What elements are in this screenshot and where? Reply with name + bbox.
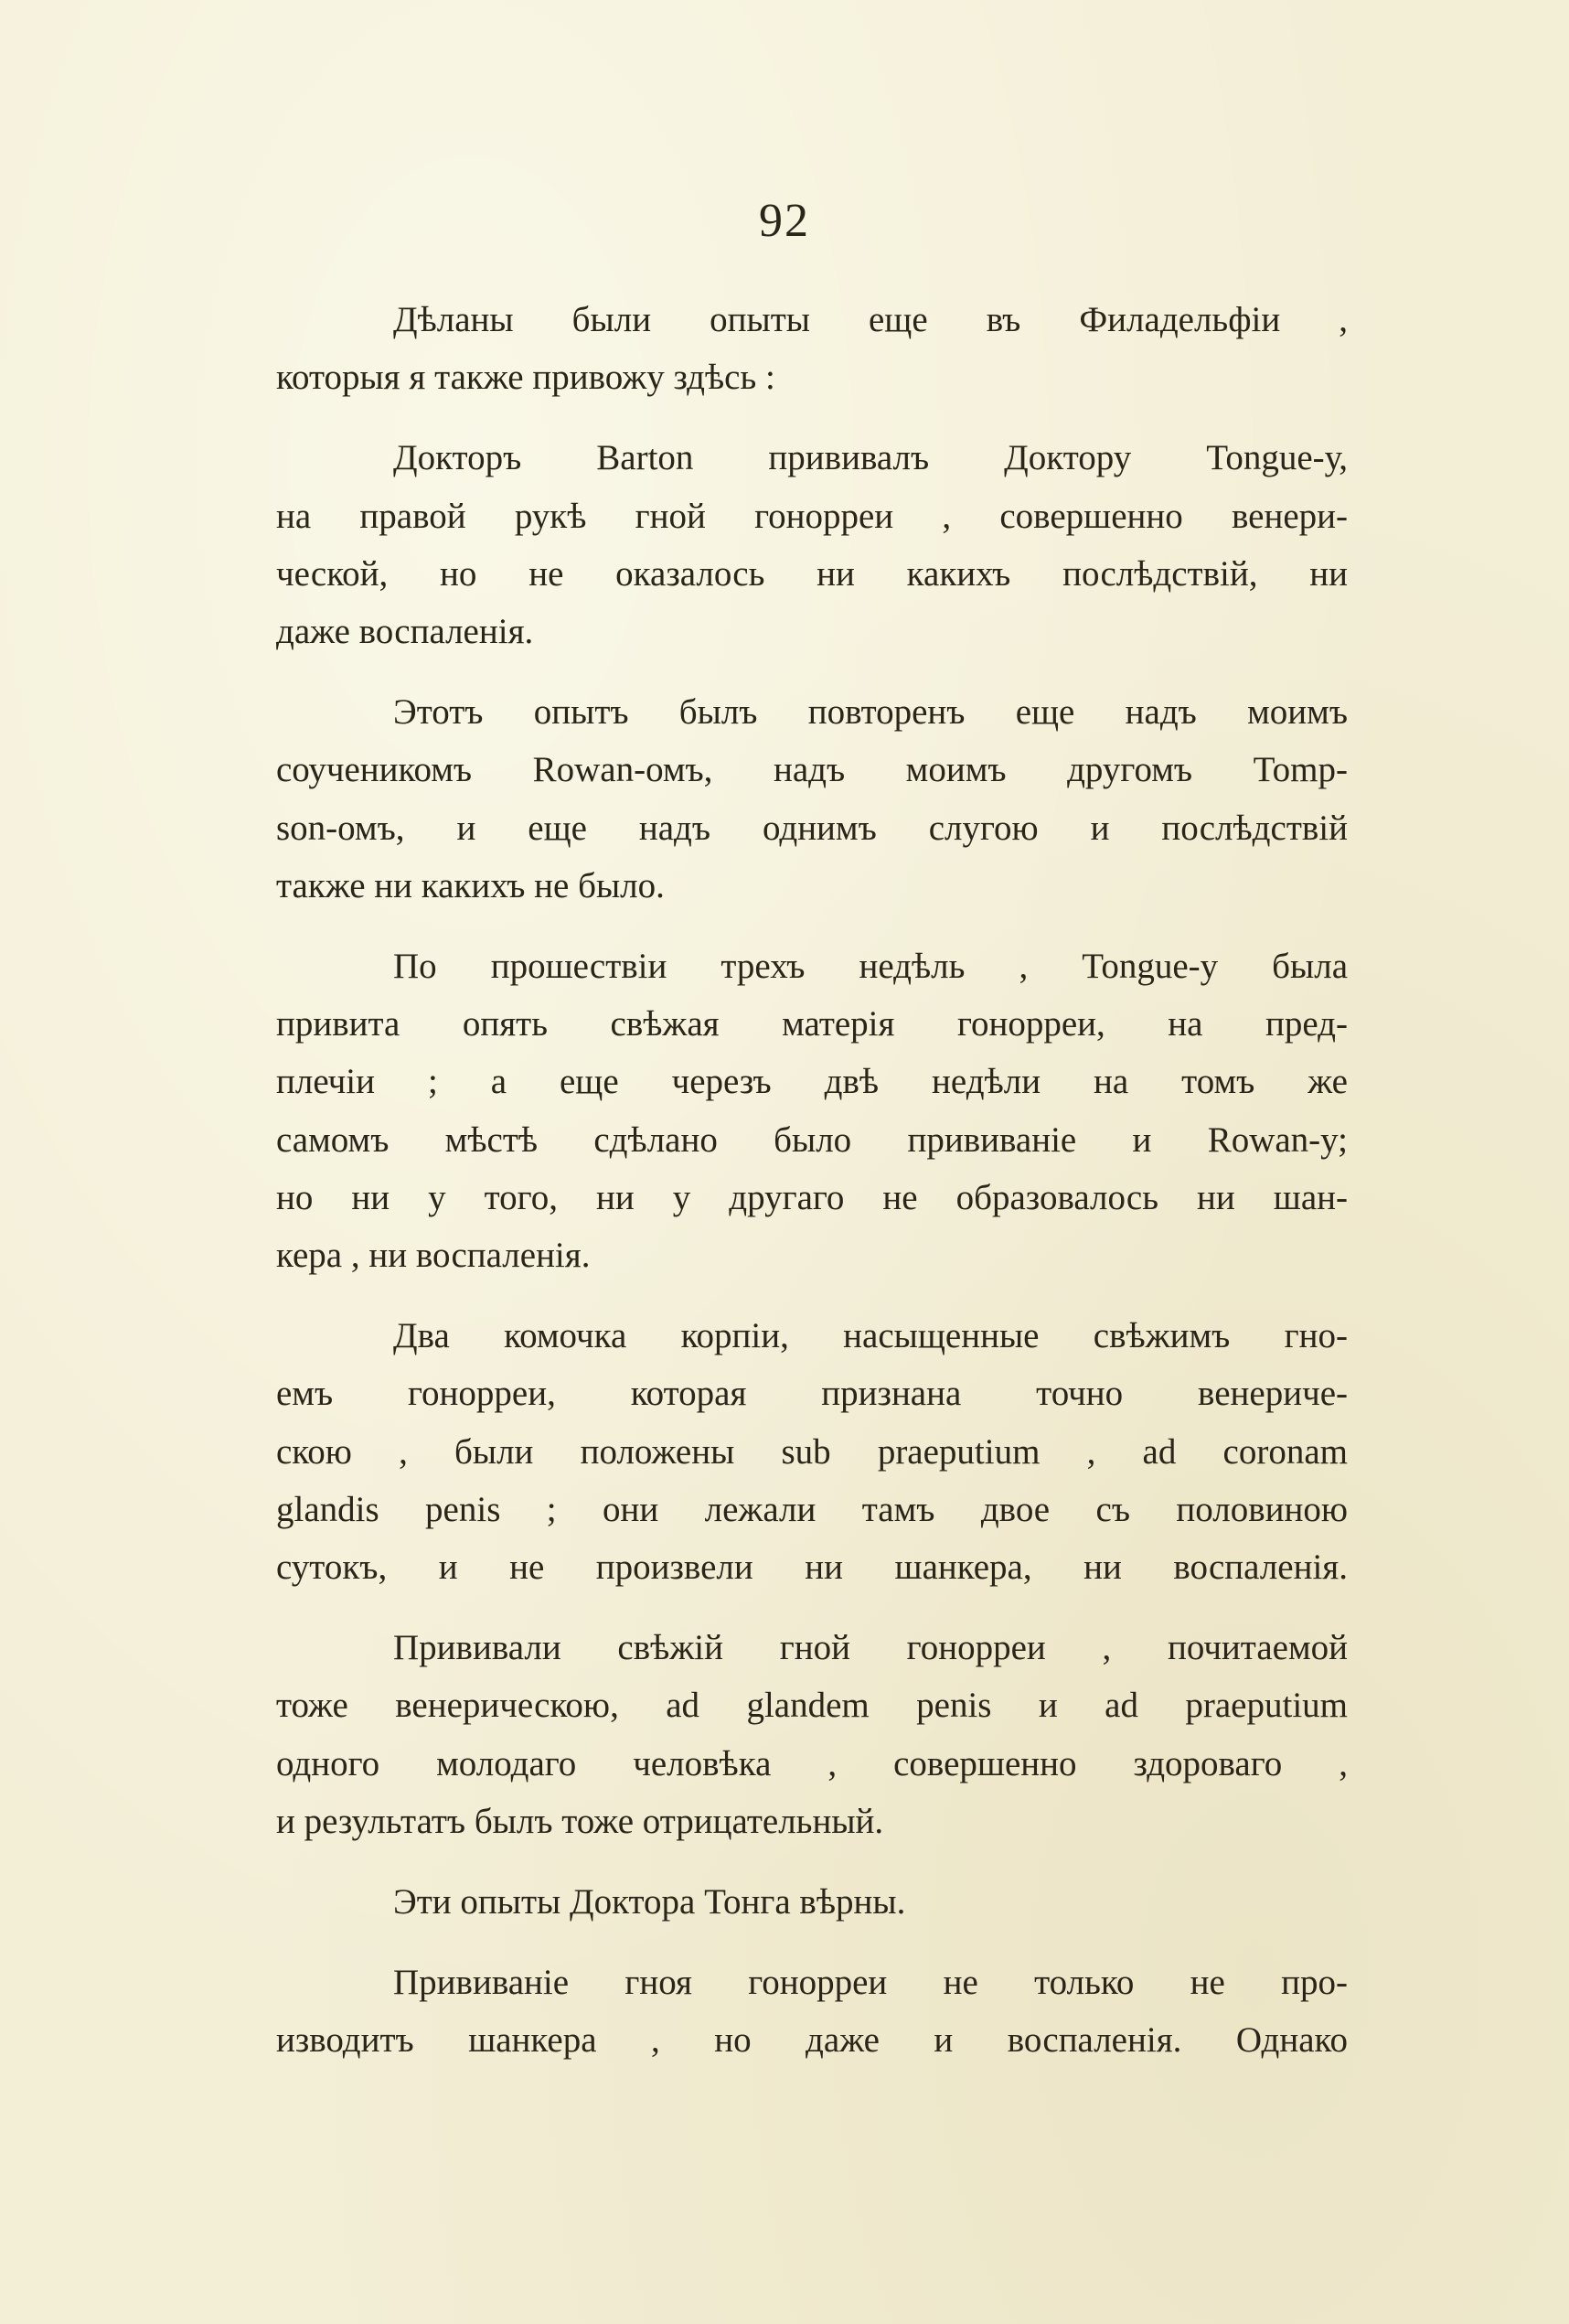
text-line: но ни у того, ни у другаго не образовалось ни шан- bbox=[276, 1177, 1348, 1217]
text-line: емъ гонорреи, которая признана точно венериче- bbox=[276, 1374, 1348, 1414]
text-line: и результатъ былъ тоже отрицательный. bbox=[276, 1801, 884, 1841]
text-line: самомъ мѣстѣ сдѣлано было прививаніе и Rowan-у; bbox=[276, 1119, 1348, 1160]
text-line: которыя я также привожу здѣсь : bbox=[276, 358, 775, 398]
text-line: соученикомъ Rowan-омъ, надъ моимъ другомъ Tomp- bbox=[276, 750, 1348, 790]
paragraph-young-man bbox=[276, 1619, 1348, 1850]
paragraph-rowan bbox=[276, 683, 1348, 915]
paragraph-three-weeks bbox=[276, 937, 1348, 1284]
text-line: Два комочка корпіи, насыщенные свѣжимъ гно- bbox=[393, 1316, 1348, 1356]
text-line: Прививаніе гноя гонорреи не только не про- bbox=[393, 1963, 1348, 2003]
paragraph-tong bbox=[276, 1873, 1348, 1931]
text-line: одного молодаго человѣка , совершенно здороваго , bbox=[276, 1743, 1348, 1783]
paragraph-barton bbox=[276, 429, 1348, 660]
text-line: изводитъ шанкера , но даже и воспаленія. Однако bbox=[276, 2020, 1348, 2061]
text-line: Докторъ Barton прививалъ Доктору Tongue-у, bbox=[393, 438, 1348, 478]
text-body bbox=[276, 291, 1348, 2070]
text-line: также ни какихъ не было. bbox=[276, 865, 665, 905]
text-line: Прививали свѣжій гной гонорреи , почитаемой bbox=[393, 1628, 1348, 1668]
text-line: По прошествіи трехъ недѣль , Tongue-у была bbox=[393, 947, 1348, 987]
text-line: glandis penis ; они лежали тамъ двое съ половиною bbox=[276, 1489, 1348, 1529]
text-line: кера , ни воспаленія. bbox=[276, 1236, 591, 1276]
text-line: тоже венерическою, ad glandem penis и ad praeputium bbox=[276, 1686, 1348, 1726]
text-line: Этотъ опытъ былъ повторенъ еще надъ моимъ bbox=[393, 692, 1348, 733]
text-line: плечіи ; а еще черезъ двѣ недѣли на томъ же bbox=[276, 1062, 1348, 1102]
text-line: son-омъ, и еще надъ однимъ слугою и послѣдствій bbox=[276, 808, 1348, 848]
text-line: Дѣланы были опыты еще въ Филадельфіи , bbox=[393, 300, 1348, 339]
text-line: привита опять свѣжая матерія гонорреи, на пред- bbox=[276, 1004, 1348, 1044]
paragraph-lint bbox=[276, 1307, 1348, 1596]
text-line: скою , были положены sub praeputium , ad coronam bbox=[276, 1431, 1348, 1472]
text-line: Эти опыты Доктора Тонга вѣрны. bbox=[393, 1882, 906, 1922]
paragraph-inoculation bbox=[276, 1954, 1348, 2069]
text-line: ческой, но не оказалось ни какихъ послѣдствій, ни bbox=[276, 553, 1348, 594]
text-line: даже воспаленія. bbox=[276, 612, 534, 652]
text-line: на правой рукѣ гной гонорреи , совершенно венери- bbox=[276, 496, 1348, 536]
page-number: 92 bbox=[759, 195, 810, 247]
paragraph-philadelphia bbox=[276, 291, 1348, 406]
text-line: сутокъ, и не произвели ни шанкера, ни воспаленія. bbox=[276, 1548, 1348, 1588]
